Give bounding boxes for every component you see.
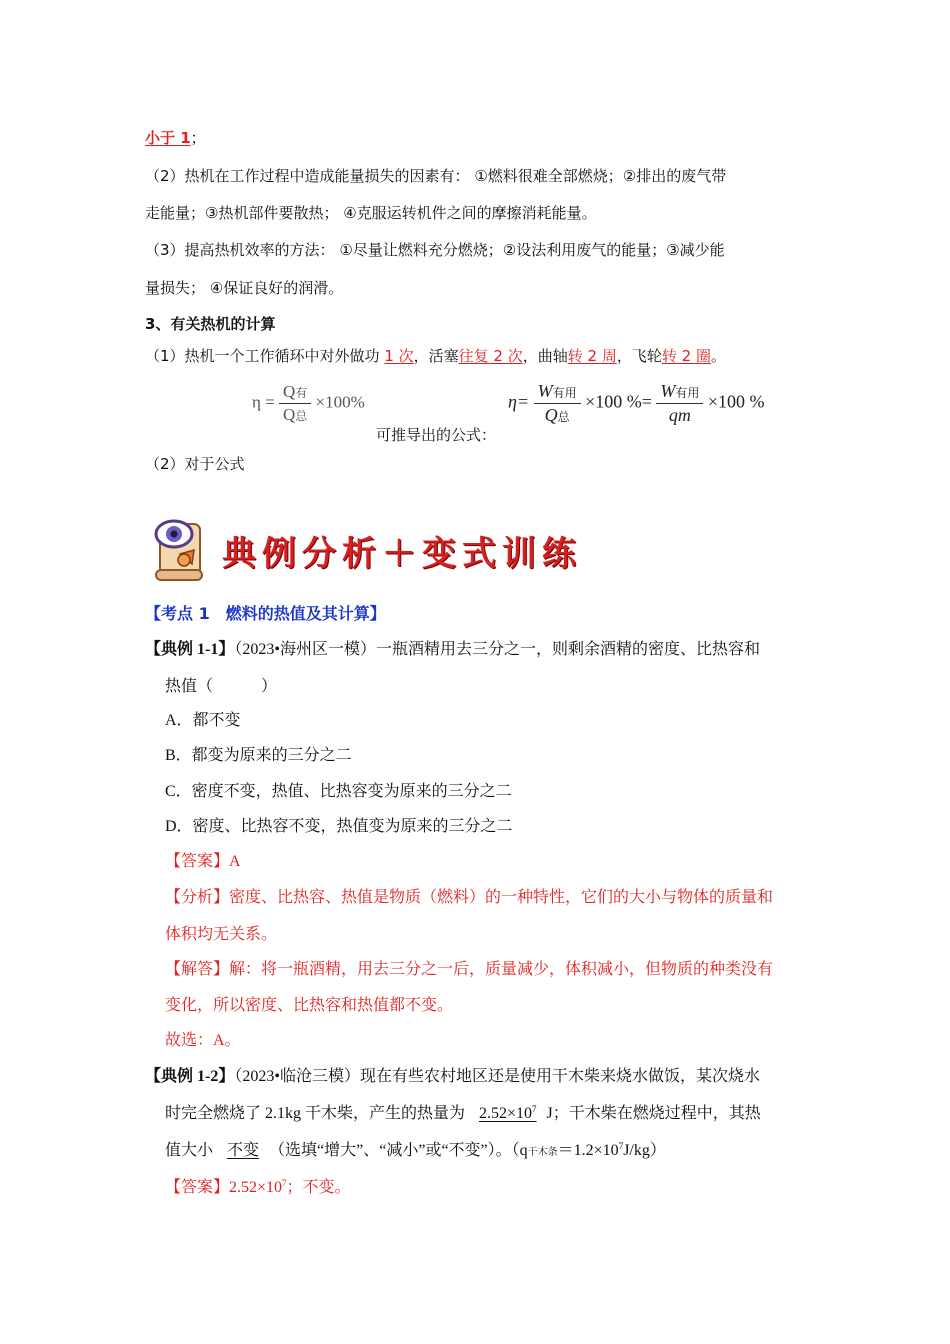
example-tag: 【典例 1-1】: [145, 641, 235, 658]
derived-formula: η= $\frac{\text{W有用}}{\text{Q总}}$ ×100 %= $\frac{\text{W有用}}{qm}$ ×100 %: [508, 381, 765, 425]
example-tag: 【典例 1-2】: [145, 1068, 235, 1085]
text-line-5: 量损失； ④保证良好的润滑。: [145, 279, 344, 297]
text-line-7: （1）热机一个工作循环中对外做功 1 次，活塞往复 2 次，曲轴转 2 周，飞轮转 2 圈。: [145, 347, 726, 365]
answer-highlight: 往复 2 次: [458, 347, 523, 365]
example-1-1-question-cont: 热值（ ）: [165, 678, 278, 695]
answer-line: 【答案】A: [165, 853, 241, 870]
solution-line: 【解答】解：将一瓶酒精，用去三分之一后，质量减少，体积减小，但物质的种类没有: [165, 961, 774, 978]
efficiency-formula: η = $\frac{\text{Q有}}{\text{Q总}}$ ×100%: [252, 382, 365, 424]
text-line-4: （3）提高热机效率的方法： ①尽量让燃料充分燃烧；②设法利用废气的能量；③减少能: [145, 241, 725, 259]
answer-line-2: 【答案】$2.52\times 10^7$；不变。: [165, 1178, 351, 1196]
example-1-2-line-3: 值大小 不变 （选填“增大”、“减小”或“不变”）。（q干木条$=1.2\times 10^7J/kg$）: [165, 1141, 666, 1159]
text-line-9: （2）对于公式: [145, 455, 245, 473]
answer-highlight: 1 次: [384, 347, 414, 365]
banner-title: 典例分析＋变式训练: [222, 534, 582, 574]
answer-highlight: 转 2 周: [567, 347, 617, 365]
example-1-2-question: 【典例 1-2】（2023•临沧三模）现在有些农村地区还是使用干木柴来烧水做饭，某次烧水: [145, 1068, 760, 1085]
text-line-2: （2）热机在工作过程中造成能量损失的因素有： ①燃料很难全部燃烧；②排出的废气带: [145, 167, 727, 185]
section-heading: 3、有关热机的计算: [145, 315, 276, 333]
example-1-1-question: 【典例 1-1】（2023•海州区一模）一瓶酒精用去三分之一，则剩余酒精的密度、比热容和: [145, 641, 760, 658]
kaodian-heading: 【考点 1 燃料的热值及其计算】: [145, 604, 386, 623]
answer-blank-2: 不变: [227, 1142, 260, 1159]
answer-highlight: 小于 1: [145, 129, 191, 147]
option-a: A．都不变: [165, 712, 241, 729]
option-c: C．密度不变，热值、比热容变为原来的三分之二: [165, 783, 512, 800]
option-d: D．密度、比热容不变，热值变为原来的三分之二: [165, 818, 513, 835]
option-b: B．都变为原来的三分之二: [165, 747, 352, 764]
solution-line-cont: 变化，所以密度、比热容和热值都不变。: [165, 997, 454, 1014]
derive-label: 可推导出的公式：: [376, 426, 497, 444]
text-line-3: 走能量；③热机部件要散热； ④克服运转机件之间的摩擦消耗能量。: [145, 204, 597, 222]
example-1-2-line-2: 时完全燃烧了 2.1kg 干木柴，产生的热量为 $2.52\times 10^7$ J；干木柴在燃烧过程中，其热: [165, 1104, 761, 1122]
answer-highlight: 转 2 圈: [661, 347, 711, 365]
text-line-1: 小于 1；: [145, 129, 206, 147]
analysis-line: 【分析】密度、比热容、热值是物质（燃料）的一种特性，它们的大小与物体的质量和: [165, 889, 774, 906]
scroll-eye-icon: [150, 514, 212, 582]
analysis-line-cont: 体积均无关系。: [165, 926, 278, 943]
answer-blank-1: $2.52\times 10^7$: [479, 1104, 537, 1122]
choose-line: 故选：A。: [165, 1032, 241, 1049]
